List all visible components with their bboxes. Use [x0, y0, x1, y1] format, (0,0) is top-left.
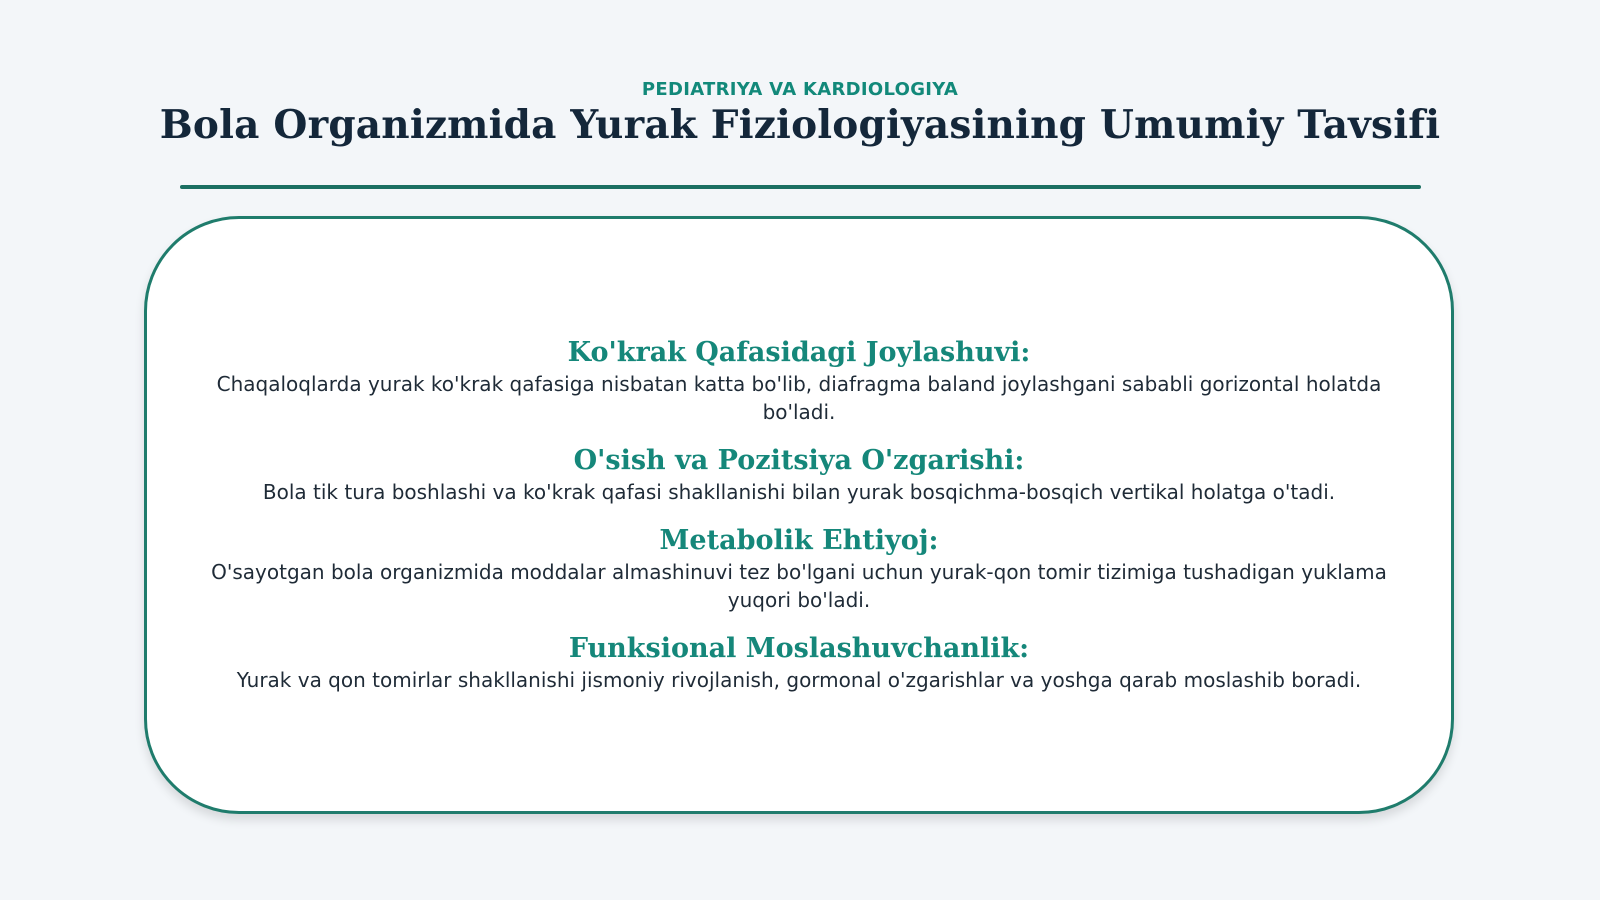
section-heading: Ko'krak Qafasidagi Joylashuvi: [567, 337, 1031, 368]
section-text: Chaqaloqlarda yurak ko'krak qafasiga nisbatan katta bo'lib, diafragma baland joylashgani sababli gorizontal holatda bo'ladi. [216, 372, 1382, 424]
section-growth [204, 444, 1394, 506]
section-functional [204, 632, 1394, 694]
title-divider [180, 185, 1421, 189]
section-text: O'sayotgan bola organizmida moddalar almashinuvi tez bo'lgani uchun yurak-qon tomir tizimiga tushadigan yuklama yuqori bo'ladi. [211, 560, 1387, 612]
slide-subtitle: PEDIATRIYA VA KARDIOLOGIYA [641, 79, 959, 100]
section-metabolic [204, 524, 1394, 614]
section-heading: Funksional Moslashuvchanlik: [568, 633, 1030, 664]
section-location [204, 336, 1394, 426]
content-card [144, 216, 1454, 814]
section-heading: O'sish va Pozitsiya O'zgarishi: [573, 445, 1025, 476]
section-text: Bola tik tura boshlashi va ko'krak qafasi shakllanishi bilan yurak bosqichma-bosqich vertikal holatga o'tadi. [262, 480, 1336, 504]
section-text: Yurak va qon tomirlar shakllanishi jismoniy rivojlanish, gormonal o'zgarishlar va yoshga qarab moslashib boradi. [236, 668, 1362, 692]
section-heading: Metabolik Ehtiyoj: [659, 525, 939, 556]
slide-title: Bola Organizmida Yurak Fiziologiyasining Umumiy Tavsifi [159, 102, 1441, 148]
